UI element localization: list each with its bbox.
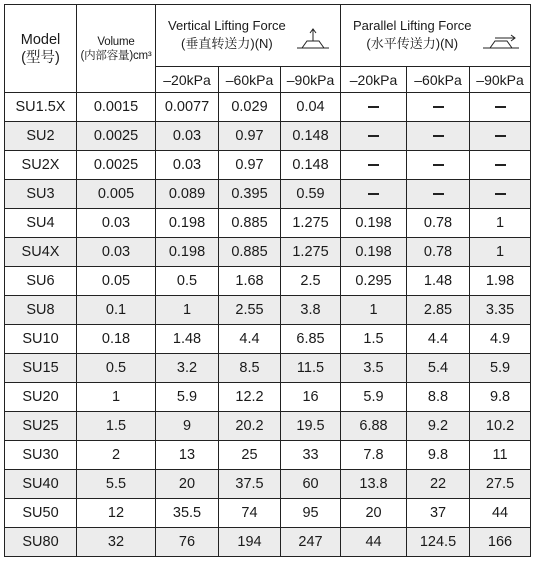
cell-parallel-20kpa: 20 — [341, 499, 407, 528]
dash-mark — [495, 135, 506, 137]
header-volume-label: Volume — [97, 35, 135, 48]
header-volume — [77, 5, 156, 93]
table-body — [5, 93, 531, 557]
cell-vertical-90kpa: 1.275 — [281, 238, 341, 267]
cell-parallel-20kpa: 6.88 — [341, 412, 407, 441]
cell-model: SU10 — [5, 325, 77, 354]
cell-vertical-20kpa: 13 — [156, 441, 219, 470]
cell-vertical-90kpa: 6.85 — [281, 325, 341, 354]
dash-mark — [495, 164, 506, 166]
header-vertical-label: Vertical Lifting Force — [168, 18, 286, 33]
cell-vertical-20kpa: 0.03 — [156, 122, 219, 151]
table-row — [5, 383, 531, 412]
cell-parallel-60kpa: 22 — [407, 470, 470, 499]
cell-parallel-20kpa: 7.8 — [341, 441, 407, 470]
cell-parallel-90kpa: 10.2 — [470, 412, 531, 441]
cell-vertical-60kpa: 194 — [219, 528, 281, 557]
parallel-lift-pad-icon — [482, 28, 520, 50]
header-vertical-60kpa: –60kPa — [219, 67, 281, 93]
cell-parallel-20kpa — [341, 122, 407, 151]
cell-parallel-90kpa: 44 — [470, 499, 531, 528]
dash-mark — [433, 164, 444, 166]
cell-vertical-20kpa: 0.5 — [156, 267, 219, 296]
cell-parallel-90kpa: 11 — [470, 441, 531, 470]
cell-model: SU4 — [5, 209, 77, 238]
cell-model: SU80 — [5, 528, 77, 557]
cell-vertical-90kpa: 0.148 — [281, 122, 341, 151]
cell-parallel-90kpa: 9.8 — [470, 383, 531, 412]
table-row — [5, 238, 531, 267]
cell-model: SU25 — [5, 412, 77, 441]
vacuum-pad-spec-table — [4, 4, 531, 557]
cell-vertical-90kpa: 3.8 — [281, 296, 341, 325]
cell-parallel-90kpa — [470, 122, 531, 151]
cell-parallel-90kpa — [470, 180, 531, 209]
cell-volume: 1 — [77, 383, 156, 412]
cell-parallel-20kpa: 1.5 — [341, 325, 407, 354]
cell-vertical-60kpa: 37.5 — [219, 470, 281, 499]
cell-vertical-20kpa: 9 — [156, 412, 219, 441]
header-parallel-label-cn: (水平传送力)(N) — [366, 36, 459, 51]
cell-vertical-60kpa: 4.4 — [219, 325, 281, 354]
cell-vertical-20kpa: 0.198 — [156, 238, 219, 267]
cell-vertical-90kpa: 16 — [281, 383, 341, 412]
cell-parallel-60kpa — [407, 122, 470, 151]
cell-vertical-20kpa: 1.48 — [156, 325, 219, 354]
cell-parallel-20kpa: 0.198 — [341, 238, 407, 267]
cell-vertical-60kpa: 12.2 — [219, 383, 281, 412]
table-row — [5, 122, 531, 151]
table-row — [5, 209, 531, 238]
table-row — [5, 296, 531, 325]
cell-vertical-90kpa: 19.5 — [281, 412, 341, 441]
cell-parallel-20kpa — [341, 93, 407, 122]
cell-parallel-90kpa: 1 — [470, 209, 531, 238]
cell-parallel-90kpa: 27.5 — [470, 470, 531, 499]
cell-parallel-60kpa — [407, 93, 470, 122]
cell-volume: 0.03 — [77, 209, 156, 238]
cell-vertical-20kpa: 3.2 — [156, 354, 219, 383]
cell-vertical-60kpa: 0.97 — [219, 151, 281, 180]
cell-model: SU15 — [5, 354, 77, 383]
header-model-label: Model — [20, 31, 61, 48]
cell-vertical-90kpa: 1.275 — [281, 209, 341, 238]
cell-model: SU3 — [5, 180, 77, 209]
cell-parallel-20kpa: 0.295 — [341, 267, 407, 296]
cell-parallel-20kpa: 0.198 — [341, 209, 407, 238]
header-vertical-20kpa: –20kPa — [156, 67, 219, 93]
header-parallel-label: Parallel Lifting Force — [353, 18, 472, 33]
cell-vertical-90kpa: 0.59 — [281, 180, 341, 209]
cell-parallel-20kpa: 1 — [341, 296, 407, 325]
cell-volume: 1.5 — [77, 412, 156, 441]
cell-vertical-20kpa: 0.0077 — [156, 93, 219, 122]
cell-model: SU40 — [5, 470, 77, 499]
table-row — [5, 470, 531, 499]
cell-model: SU6 — [5, 267, 77, 296]
cell-vertical-90kpa: 60 — [281, 470, 341, 499]
table-row — [5, 180, 531, 209]
cell-parallel-20kpa — [341, 180, 407, 209]
header-volume-label-cn: (内部容量)cm³ — [80, 49, 152, 62]
dash-mark — [368, 106, 379, 108]
cell-parallel-60kpa: 37 — [407, 499, 470, 528]
dash-mark — [368, 193, 379, 195]
cell-vertical-60kpa: 74 — [219, 499, 281, 528]
table-row — [5, 528, 531, 557]
cell-volume: 0.5 — [77, 354, 156, 383]
cell-vertical-60kpa: 20.2 — [219, 412, 281, 441]
cell-vertical-60kpa: 8.5 — [219, 354, 281, 383]
cell-volume: 32 — [77, 528, 156, 557]
cell-volume: 0.18 — [77, 325, 156, 354]
cell-vertical-60kpa: 0.885 — [219, 209, 281, 238]
cell-parallel-60kpa — [407, 151, 470, 180]
dash-mark — [495, 106, 506, 108]
cell-parallel-60kpa: 124.5 — [407, 528, 470, 557]
cell-parallel-90kpa: 1.98 — [470, 267, 531, 296]
table-row — [5, 441, 531, 470]
cell-vertical-60kpa: 25 — [219, 441, 281, 470]
cell-volume: 12 — [77, 499, 156, 528]
cell-vertical-90kpa: 33 — [281, 441, 341, 470]
cell-volume: 0.05 — [77, 267, 156, 296]
cell-vertical-20kpa: 35.5 — [156, 499, 219, 528]
dash-mark — [495, 193, 506, 195]
cell-vertical-20kpa: 76 — [156, 528, 219, 557]
cell-vertical-90kpa: 2.5 — [281, 267, 341, 296]
cell-parallel-20kpa: 44 — [341, 528, 407, 557]
cell-parallel-60kpa: 8.8 — [407, 383, 470, 412]
cell-parallel-90kpa — [470, 93, 531, 122]
cell-vertical-20kpa: 0.03 — [156, 151, 219, 180]
header-parallel-force — [341, 5, 531, 67]
cell-vertical-90kpa: 0.04 — [281, 93, 341, 122]
cell-parallel-90kpa: 1 — [470, 238, 531, 267]
cell-parallel-90kpa: 3.35 — [470, 296, 531, 325]
header-parallel-90kpa: –90kPa — [470, 67, 531, 93]
cell-parallel-90kpa — [470, 151, 531, 180]
cell-parallel-90kpa: 4.9 — [470, 325, 531, 354]
header-model-label-cn: (型号) — [21, 49, 60, 66]
cell-vertical-60kpa: 0.885 — [219, 238, 281, 267]
cell-parallel-20kpa — [341, 151, 407, 180]
cell-volume: 0.005 — [77, 180, 156, 209]
cell-parallel-60kpa: 9.8 — [407, 441, 470, 470]
cell-vertical-20kpa: 0.089 — [156, 180, 219, 209]
dash-mark — [433, 193, 444, 195]
table-row — [5, 499, 531, 528]
cell-vertical-90kpa: 11.5 — [281, 354, 341, 383]
table-row — [5, 325, 531, 354]
table-row — [5, 151, 531, 180]
header-model — [5, 5, 77, 93]
table-row — [5, 93, 531, 122]
header-vertical-force — [156, 5, 341, 67]
cell-model: SU4X — [5, 238, 77, 267]
dash-mark — [368, 164, 379, 166]
table-row — [5, 412, 531, 441]
cell-model: SU50 — [5, 499, 77, 528]
cell-vertical-20kpa: 5.9 — [156, 383, 219, 412]
cell-vertical-60kpa: 0.029 — [219, 93, 281, 122]
cell-parallel-60kpa: 2.85 — [407, 296, 470, 325]
cell-vertical-60kpa: 2.55 — [219, 296, 281, 325]
vertical-lift-pad-icon — [296, 28, 330, 50]
cell-parallel-60kpa — [407, 180, 470, 209]
dash-mark — [433, 106, 444, 108]
cell-parallel-60kpa: 0.78 — [407, 209, 470, 238]
cell-parallel-60kpa: 0.78 — [407, 238, 470, 267]
cell-parallel-60kpa: 9.2 — [407, 412, 470, 441]
cell-vertical-20kpa: 0.198 — [156, 209, 219, 238]
header-vertical-label-cn: (垂直转送力)(N) — [181, 36, 273, 51]
cell-vertical-90kpa: 0.148 — [281, 151, 341, 180]
cell-vertical-90kpa: 247 — [281, 528, 341, 557]
header-parallel-20kpa: –20kPa — [341, 67, 407, 93]
cell-model: SU1.5X — [5, 93, 77, 122]
cell-vertical-60kpa: 0.395 — [219, 180, 281, 209]
table-row — [5, 267, 531, 296]
cell-vertical-60kpa: 1.68 — [219, 267, 281, 296]
cell-model: SU20 — [5, 383, 77, 412]
cell-parallel-60kpa: 5.4 — [407, 354, 470, 383]
cell-vertical-20kpa: 20 — [156, 470, 219, 499]
cell-parallel-20kpa: 13.8 — [341, 470, 407, 499]
cell-parallel-20kpa: 3.5 — [341, 354, 407, 383]
cell-parallel-90kpa: 5.9 — [470, 354, 531, 383]
header-vertical-90kpa: –90kPa — [281, 67, 341, 93]
cell-model: SU30 — [5, 441, 77, 470]
cell-volume: 5.5 — [77, 470, 156, 499]
dash-mark — [368, 135, 379, 137]
cell-model: SU2 — [5, 122, 77, 151]
cell-vertical-20kpa: 1 — [156, 296, 219, 325]
cell-volume: 0.0015 — [77, 93, 156, 122]
cell-volume: 0.03 — [77, 238, 156, 267]
dash-mark — [433, 135, 444, 137]
cell-parallel-90kpa: 166 — [470, 528, 531, 557]
header-parallel-60kpa: –60kPa — [407, 67, 470, 93]
cell-model: SU8 — [5, 296, 77, 325]
cell-parallel-20kpa: 5.9 — [341, 383, 407, 412]
table-row — [5, 354, 531, 383]
cell-vertical-60kpa: 0.97 — [219, 122, 281, 151]
cell-parallel-60kpa: 4.4 — [407, 325, 470, 354]
cell-volume: 0.0025 — [77, 122, 156, 151]
cell-volume: 2 — [77, 441, 156, 470]
cell-volume: 0.0025 — [77, 151, 156, 180]
cell-model: SU2X — [5, 151, 77, 180]
cell-vertical-90kpa: 95 — [281, 499, 341, 528]
cell-volume: 0.1 — [77, 296, 156, 325]
cell-parallel-60kpa: 1.48 — [407, 267, 470, 296]
